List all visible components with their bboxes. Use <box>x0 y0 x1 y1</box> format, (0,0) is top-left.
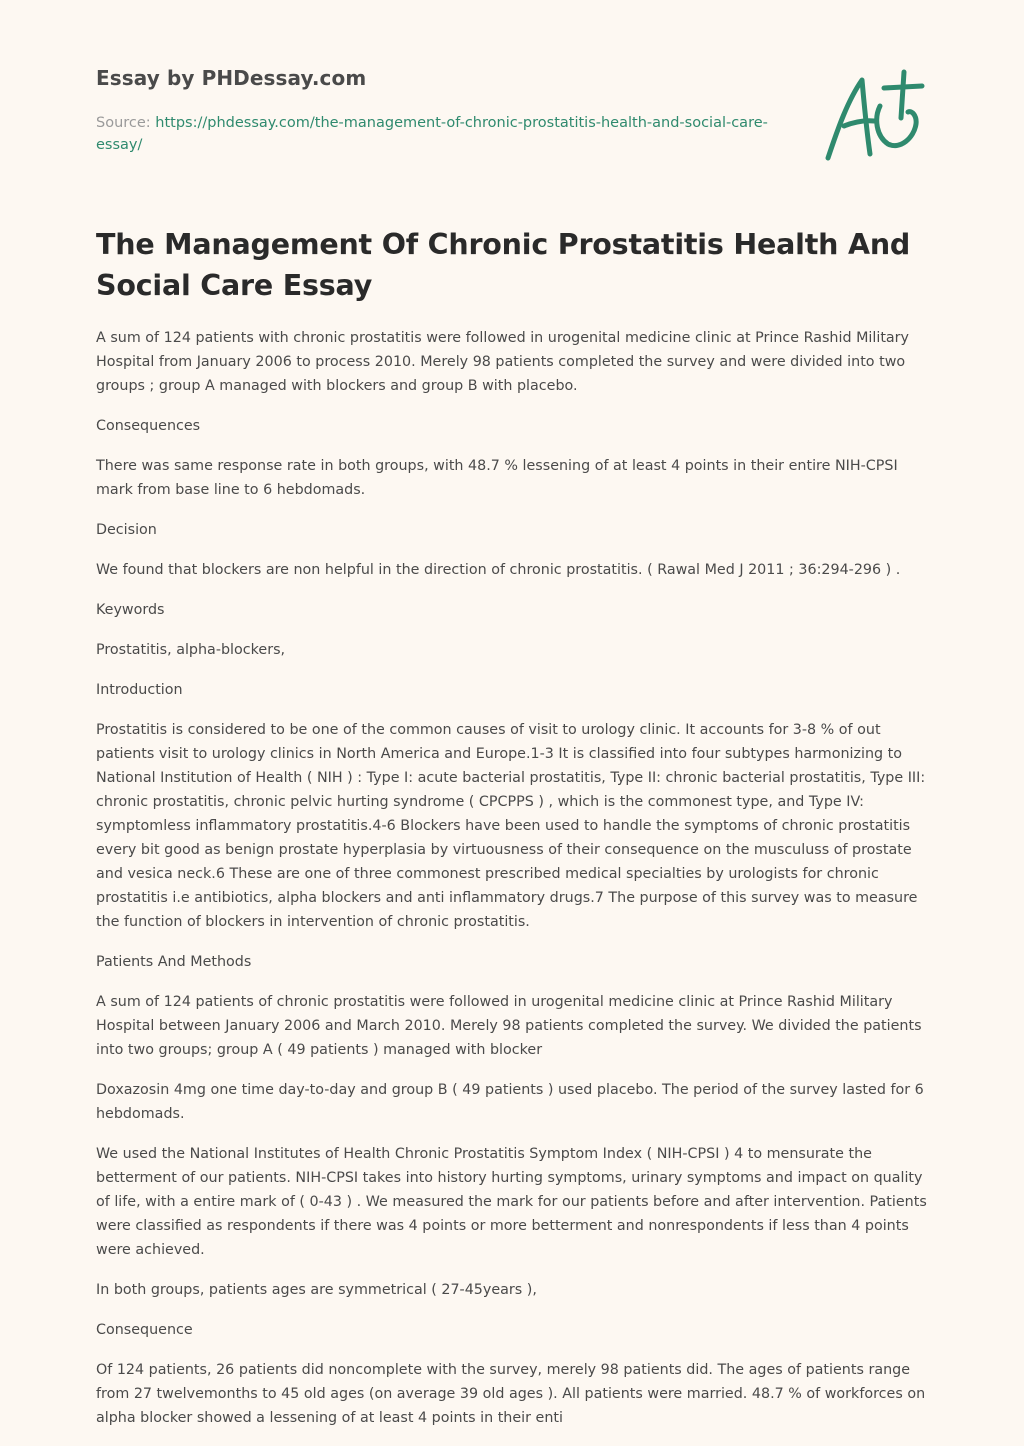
a-plus-logo-icon <box>820 66 930 166</box>
paragraph: Prostatitis is considered to be one of the common causes of visit to urology clinic. It accounts for 3-8 % of out patients visit to urology clinics in North America and Europe.1-3 It is classified into four subtypes harmonizing to National Institution of Health ( NIH ) : Type I: acute bacterial prostatitis, Type II: chronic bacterial prostatitis, Type III: chronic prostatitis, chronic pelvic hurting syndrome ( CPCPPS ) , which is the commonest type, and Type IV: symptomless inflammatory prostatitis.4-6 Blockers have been used to handle the symptoms of chronic prostatitis every bit good as benign prostate hyperplasia by virtuousness of their consequence on the musculuss of prostate and vesica neck.6 These are one of three commonest prescribed medical specialties by urologists for chronic prostatitis i.e antibiotics, alpha blockers and anti inflammatory drugs.7 The purpose of this survey was to measure the function of blockers in intervention of chronic prostatitis. <box>96 722 926 930</box>
site-title: Essay by PHDessay.com <box>96 66 367 90</box>
section-heading: Decision <box>96 522 157 538</box>
paragraph: Prostatitis, alpha-blockers, <box>96 642 286 658</box>
source-line <box>96 112 776 156</box>
paragraph: We found that blockers are non helpful in the direction of chronic prostatitis. ( Rawal Med J 2011 ; 36:294-296 ) . <box>96 562 901 578</box>
paragraph: A sum of 124 patients with chronic prostatitis were followed in urogenital medicine clinic at Prince Rashid Military Hospital from January 2006 to process 2010. Merely 98 patients completed the survey and were divided into two groups ; group A managed with blockers and group B with placebo. <box>96 330 910 394</box>
section-heading: Consequence <box>96 1322 193 1338</box>
paragraph: In both groups, patients ages are symmetrical ( 27-45years ), <box>96 1282 537 1298</box>
source-link[interactable]: https://phdessay.com/the-management-of-chronic-prostatitis-health-and-social-care-essay/ <box>96 115 768 153</box>
paragraph: Doxazosin 4mg one time day-to-day and group B ( 49 patients ) used placebo. The period of the survey lasted for 6 hebdomads. <box>96 1082 924 1122</box>
essay-title: The Management Of Chronic Prostatitis Health And Social Care Essay <box>96 228 911 302</box>
paragraph: There was same response rate in both groups, with 48.7 % lessening of at least 4 points in their entire NIH-CPSI mark from base line to 6 hebdomads. <box>96 458 898 498</box>
source-label: Source: <box>96 115 156 131</box>
paragraph: A sum of 124 patients of chronic prostatitis were followed in urogenital medicine clinic at Prince Rashid Military Hospital between January 2006 and March 2010. Merely 98 patients completed the survey. We divided the patients into two groups; group A ( 49 patients ) managed with blocker <box>96 994 922 1058</box>
section-heading: Consequences <box>96 418 201 434</box>
section-heading: Introduction <box>96 682 183 698</box>
section-heading: Keywords <box>96 602 165 618</box>
paragraph: We used the National Institutes of Health Chronic Prostatitis Symptom Index ( NIH-CPSI ) 4 to mensurate the betterment of our patients. NIH-CPSI takes into history hurting symptoms, urinary symptoms and impact on quality of life, with a entire mark of ( 0-43 ) . We measured the mark for our patients before and after intervention. Patients were classified as respondents if there was 4 points or more betterment and nonrespondents if less than 4 points were achieved. <box>96 1146 927 1258</box>
essay-body <box>96 326 928 1446</box>
paragraph: Of 124 patients, 26 patients did noncomplete with the survey, merely 98 patients did. The ages of patients range from 27 twelvemonths to 45 old ages (on average 39 old ages ). All patients were married. 48.7 % of workforces on alpha blocker showed a lessening of at least 4 points in their enti <box>96 1362 926 1426</box>
section-heading: Patients And Methods <box>96 954 252 970</box>
